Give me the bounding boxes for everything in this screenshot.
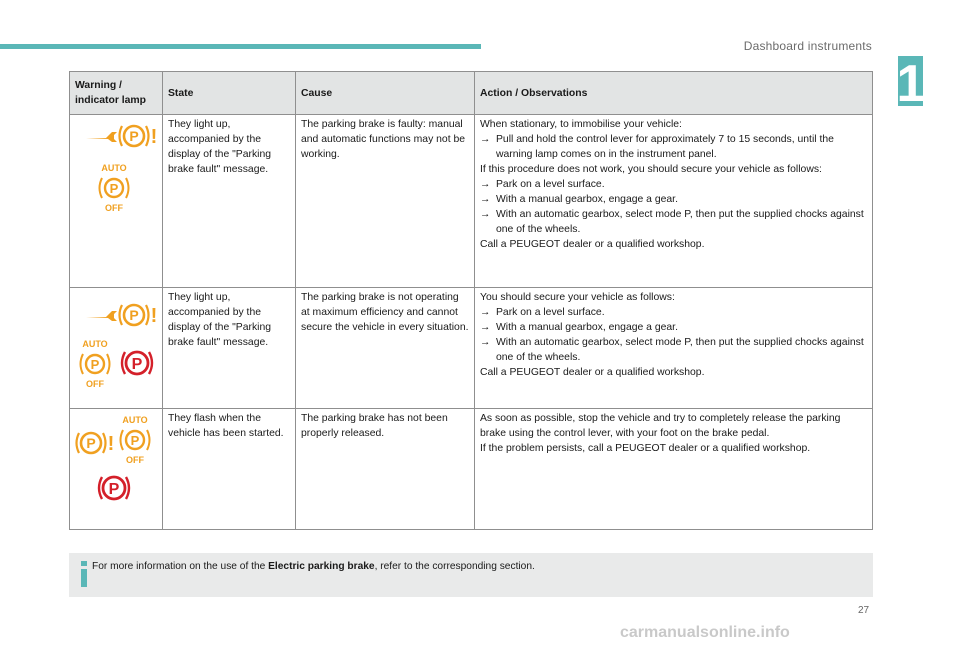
action-line: Call a PEUGEOT dealer or a qualified workshop. <box>480 239 705 250</box>
section-title: Dashboard instruments <box>743 39 872 53</box>
svg-text:!: ! <box>150 126 158 148</box>
lamp-icons-cell <box>70 115 163 288</box>
note-suffix: , refer to the corresponding section. <box>374 561 535 572</box>
svg-text:P: P <box>130 433 140 448</box>
header-lamp: Warning / indicator lamp <box>70 72 163 115</box>
state-cell: They flash when the vehicle has been started. <box>163 409 296 530</box>
svg-text:P: P <box>108 481 120 498</box>
bullet-arrow-icon: → <box>480 307 491 318</box>
cause-cell: The parking brake has not been properly released. <box>296 409 475 530</box>
bullet-text: Park on a level surface. <box>496 307 605 318</box>
lamp-icons-cell <box>70 409 163 530</box>
svg-text:AUTO: AUTO <box>82 339 108 349</box>
state-cell: They light up, accompanied by the display of the "Parking brake fault" message. <box>163 288 296 409</box>
svg-text:!: ! <box>107 433 115 455</box>
action-line: You should secure your vehicle as follows: <box>480 292 675 303</box>
parking-fault-icon <box>74 425 114 461</box>
action-line: If the problem persists, call a PEUGEOT dealer or a qualified workshop. <box>480 443 811 454</box>
bullet-arrow-icon: → <box>480 194 491 205</box>
svg-text:OFF: OFF <box>105 203 123 213</box>
svg-text:P: P <box>129 307 139 323</box>
svg-text:P: P <box>90 357 100 372</box>
bullet-arrow-icon: → <box>480 134 491 145</box>
wrench-icon <box>84 129 118 145</box>
action-lines <box>480 290 867 380</box>
table-header-row <box>70 72 873 115</box>
auto-p-off-icon <box>95 162 133 214</box>
action-cell <box>475 409 873 530</box>
action-lines <box>480 411 867 456</box>
action-bullet <box>480 305 867 320</box>
svg-text:P: P <box>129 128 139 144</box>
bullet-arrow-icon: → <box>480 209 491 220</box>
action-cell <box>475 115 873 288</box>
auto-p-off-icon <box>76 338 114 390</box>
action-cell <box>475 288 873 409</box>
bullet-arrow-icon: → <box>480 337 491 348</box>
auto-p-off-icon <box>116 414 154 466</box>
action-bullet <box>480 335 867 365</box>
lamp-icons-cell <box>70 288 163 409</box>
bullet-text: With an automatic gearbox, select mode P, then put the supplied chocks against one of the wheels. <box>496 209 864 235</box>
svg-text:P: P <box>131 356 143 373</box>
header-action: Action / Observations <box>475 72 873 115</box>
cause-cell: The parking brake is not operating at maximum efficiency and cannot secure the vehicle in every situation. <box>296 288 475 409</box>
action-line: When stationary, to immobilise your vehicle: <box>480 119 682 130</box>
svg-text:1: 1 <box>896 55 926 113</box>
svg-text:AUTO: AUTO <box>122 415 148 425</box>
parking-brake-red-icon <box>118 346 156 380</box>
cause-cell: The parking brake is faulty: manual and automatic functions may not be working. <box>296 115 475 288</box>
bullet-text: Park on a level surface. <box>496 179 605 190</box>
action-bullet <box>480 320 867 335</box>
wrench-icon <box>84 308 118 324</box>
action-bullet <box>480 132 867 162</box>
section-number-tab <box>896 55 926 113</box>
page-number: 27 <box>858 605 870 616</box>
bullet-text: Pull and hold the control lever for approximately 7 to 15 seconds, until the warning lamp comes on in the instrument panel. <box>496 134 834 160</box>
info-icon <box>79 561 89 587</box>
note-link-term: Electric parking brake <box>268 561 375 572</box>
table-row <box>70 409 873 530</box>
table-row <box>70 288 873 409</box>
note-prefix: For more information on the use of the <box>92 561 269 572</box>
action-bullet <box>480 207 867 237</box>
note-text <box>92 561 535 572</box>
table-row <box>70 115 873 288</box>
watermark: carmanualsonline.info <box>620 624 790 641</box>
svg-text:P: P <box>86 435 96 451</box>
warning-lamp-table <box>69 71 873 530</box>
bullet-text: With a manual gearbox, engage a gear. <box>496 194 678 205</box>
parking-brake-red-icon <box>95 471 133 505</box>
bullet-arrow-icon: → <box>480 322 491 333</box>
parking-fault-icon <box>117 297 157 333</box>
section-color-bar <box>0 44 481 49</box>
action-line: Call a PEUGEOT dealer or a qualified workshop. <box>480 367 705 378</box>
svg-text:OFF: OFF <box>86 379 104 389</box>
section-number-glyph <box>896 55 926 113</box>
bullet-text: With a manual gearbox, engage a gear. <box>496 322 678 333</box>
svg-text:P: P <box>109 181 119 196</box>
action-lines <box>480 117 867 252</box>
svg-text:!: ! <box>150 305 158 327</box>
info-note <box>69 553 873 597</box>
header-cause: Cause <box>296 72 475 115</box>
bullet-text: With an automatic gearbox, select mode P, then put the supplied chocks against one of the wheels. <box>496 337 864 363</box>
parking-fault-icon <box>117 118 157 154</box>
header-state: State <box>163 72 296 115</box>
bullet-arrow-icon: → <box>480 179 491 190</box>
state-cell: They light up, accompanied by the display of the "Parking brake fault" message. <box>163 115 296 288</box>
action-bullet <box>480 177 867 192</box>
action-line: If this procedure does not work, you should secure your vehicle as follows: <box>480 164 822 175</box>
action-line: As soon as possible, stop the vehicle and try to completely release the parking brake using the control lever, with your foot on the brake pedal. <box>480 413 841 439</box>
action-bullet <box>480 192 867 207</box>
svg-text:OFF: OFF <box>126 455 144 465</box>
svg-text:AUTO: AUTO <box>101 163 127 173</box>
